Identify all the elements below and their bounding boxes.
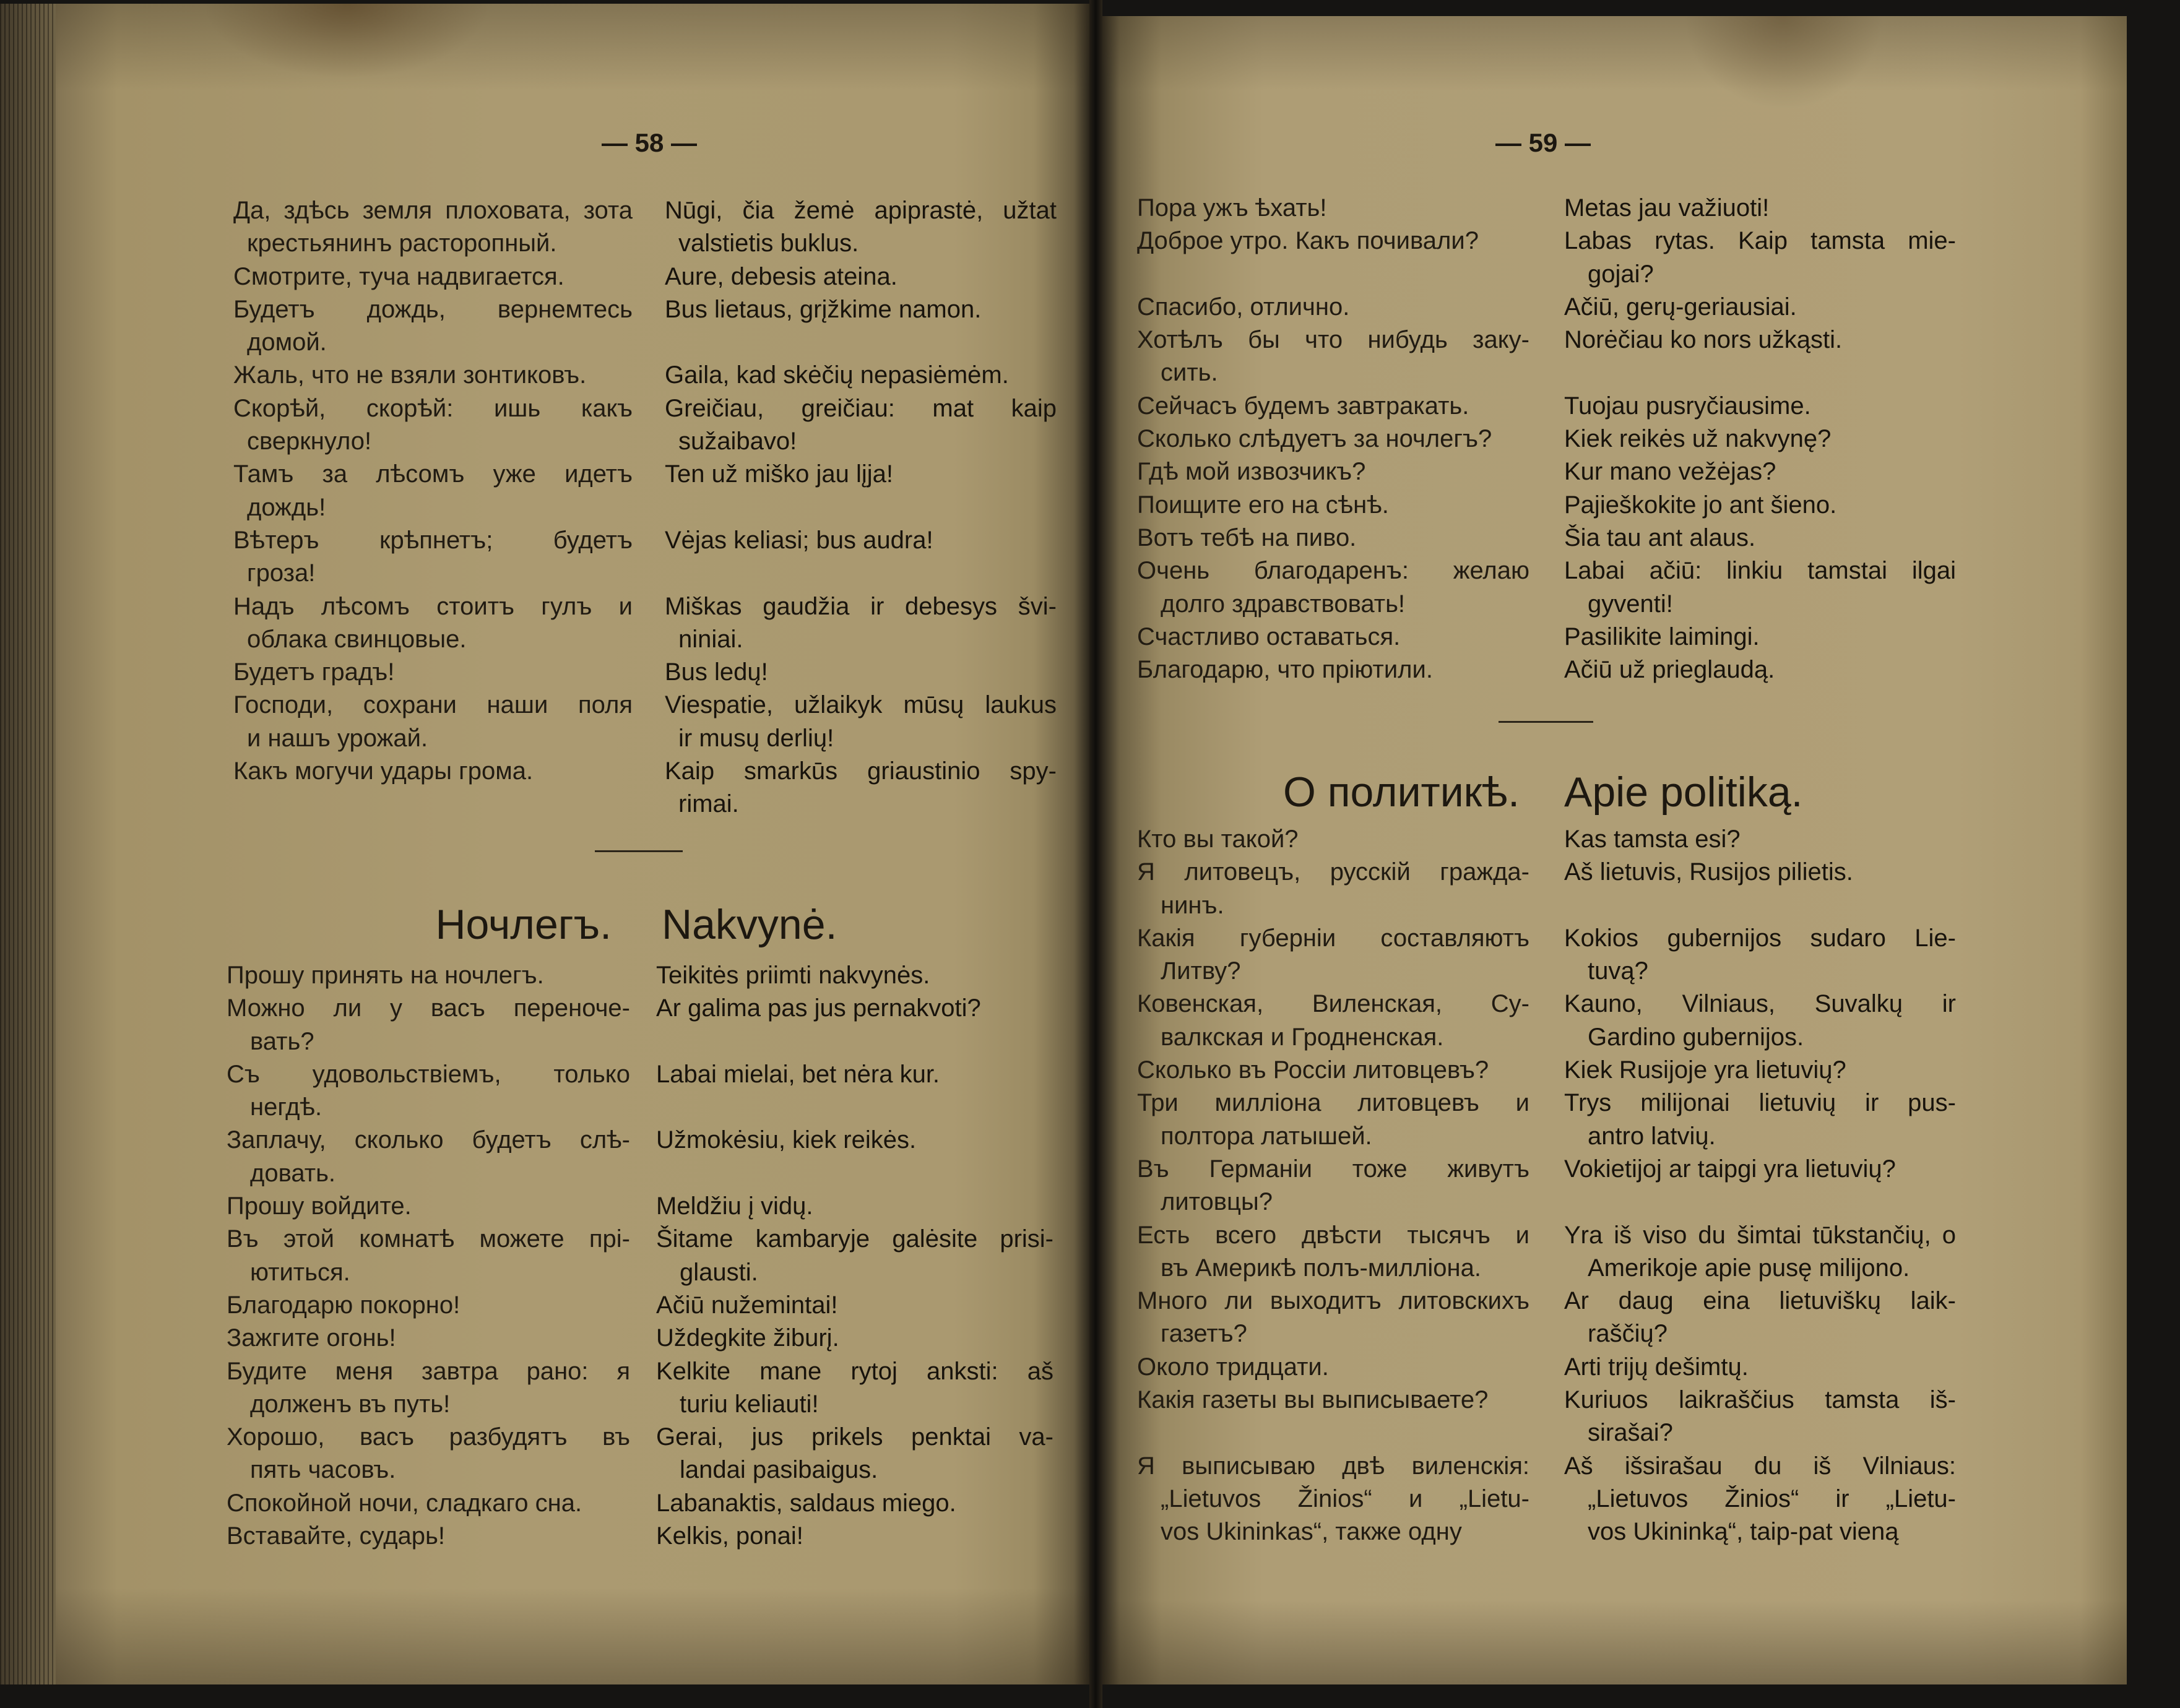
russian-phrase (233, 261, 633, 293)
phrase-line: Заплачу, сколько будетъ слѣ- (227, 1126, 630, 1154)
lithuanian-phrase (665, 392, 1057, 459)
russian-phrase (233, 194, 633, 261)
lithuanian-phrase (656, 1355, 1053, 1421)
phrase-line: Ar galima pas jus pernakvoti? (656, 994, 981, 1022)
phrase-line: Да, здѣсь земля плоховата, зота (233, 197, 633, 224)
phrase-line: landai pasibaigus. (680, 1456, 878, 1484)
lithuanian-phrase (1564, 1285, 1956, 1351)
phrase-line: ютиться. (250, 1258, 350, 1286)
russian-phrase (1137, 522, 1529, 554)
phrase-line: tuvą? (1588, 957, 1648, 985)
russian-phrase (233, 524, 633, 590)
section-divider (595, 850, 683, 852)
phrase-row (233, 755, 1057, 821)
phrase-row (227, 1223, 1053, 1289)
phrase-line: „Lietuvos Žinios“ ir „Lietu- (1588, 1485, 1956, 1512)
phrase-line: Я литовецъ, русскій гражда- (1137, 858, 1529, 886)
lithuanian-phrase (1564, 1351, 1956, 1384)
phrase-row (233, 656, 1057, 689)
phrase-row (233, 392, 1057, 459)
lithuanian-phrase (665, 458, 1057, 524)
section-heading-lithuanian: Apie politiką. (1564, 769, 1803, 816)
lithuanian-phrase (665, 656, 1057, 689)
phrase-line: Kuriuos laikraščius tamsta iš- (1564, 1386, 1956, 1414)
phrase-line: Поищите его на сѣнѣ. (1137, 491, 1389, 519)
phrase-line: газетъ? (1161, 1320, 1247, 1348)
phrase-line: vos Ukininką“, taip-pat vieną (1588, 1518, 1899, 1546)
phrase-line: Trys milijonai lietuvių ir pus- (1564, 1089, 1956, 1117)
phrase-line: Есть всего двѣсти тысячъ и (1137, 1221, 1529, 1249)
phrase-line: Спасибо, отлично. (1137, 293, 1350, 321)
phrase-line: sužaibavo! (678, 428, 797, 455)
phrase-line: Kauno, Vilniaus, Suvalkų ir (1564, 990, 1956, 1018)
phrase-line: Съ удовольствіемъ, только (227, 1060, 630, 1088)
phrase-line: Я выписываю двѣ виленскія: (1137, 1452, 1529, 1480)
russian-phrase (1137, 653, 1529, 686)
phrase-line: Надъ лѣсомъ стоитъ гулъ и (233, 592, 633, 620)
phrase-row (227, 1487, 1053, 1520)
phrase-line: Сейчасъ будемъ завтракать. (1137, 392, 1469, 420)
lithuanian-phrase (1564, 291, 1956, 324)
book-gutter (1089, 0, 1102, 1708)
russian-phrase (233, 458, 633, 524)
phrase-row (227, 1355, 1053, 1421)
russian-phrase (1137, 1351, 1529, 1384)
russian-phrase (233, 392, 633, 459)
phrase-row (227, 959, 1053, 992)
lithuanian-phrase (656, 1190, 1053, 1223)
phrase-row (1137, 1384, 1956, 1450)
lithuanian-phrase (656, 1421, 1053, 1487)
phrase-line: rimai. (678, 790, 739, 818)
phrase-line: Благодарю, что пріютили. (1137, 656, 1433, 684)
phrase-line: нинъ. (1161, 891, 1224, 919)
phrase-block (1137, 823, 1956, 1549)
phrase-line: sirašai? (1588, 1419, 1673, 1447)
phrase-line: литовцы? (1161, 1188, 1273, 1216)
phrase-line: turiu keliauti! (680, 1390, 819, 1418)
phrase-line: Amerikoje apie pusę milijono. (1588, 1254, 1910, 1282)
lithuanian-phrase (656, 1487, 1053, 1520)
lithuanian-phrase (665, 689, 1057, 755)
phrase-row (1137, 1054, 1956, 1087)
phrase-line: Вѣтеръ крѣпнетъ; будетъ (233, 526, 633, 554)
lithuanian-phrase (1564, 1450, 1956, 1549)
phrase-row (233, 194, 1057, 261)
left-page (0, 4, 1089, 1684)
phrase-line: raščių? (1588, 1320, 1667, 1348)
phrase-line: въ Америкѣ полъ-милліона. (1161, 1254, 1481, 1282)
phrase-line: Kelkite mane rytoj anksti: aš (656, 1357, 1053, 1385)
phrase-line: пять часовъ. (250, 1456, 396, 1484)
phrase-line: Metas jau važiuoti! (1564, 194, 1770, 222)
phrase-line: Будетъ дождь, вернемтесь (233, 295, 633, 323)
russian-phrase (1137, 423, 1529, 455)
lithuanian-phrase (1564, 621, 1956, 653)
phrase-line: сить. (1161, 359, 1218, 387)
phrase-row (1137, 922, 1956, 988)
phrase-row (227, 1124, 1053, 1190)
phrase-line: гроза! (247, 559, 316, 587)
russian-phrase (233, 293, 633, 360)
russian-phrase (1137, 554, 1529, 621)
section-divider (1499, 721, 1593, 723)
russian-phrase (227, 1520, 630, 1553)
phrase-row (233, 293, 1057, 360)
phrase-line: Gerai, jus prikels penktai va- (656, 1423, 1053, 1451)
page-number: — 59 — (1495, 128, 1591, 157)
lithuanian-phrase (656, 1124, 1053, 1190)
lithuanian-phrase (1564, 988, 1956, 1054)
section-heading-russian: О политикѣ. (1282, 769, 1520, 816)
phrase-row (227, 992, 1053, 1058)
phrase-line: Greičiau, greičiau: mat kaip (665, 394, 1057, 422)
phrase-line: vos Ukininkas“, также одну (1161, 1518, 1462, 1546)
phrase-line: Кто вы такой? (1137, 826, 1299, 853)
phrase-row (1137, 455, 1956, 488)
phrase-line: Прошу принять на ночлегъ. (227, 962, 544, 989)
russian-phrase (1137, 1153, 1529, 1219)
lithuanian-phrase (1564, 653, 1956, 686)
phrase-line: Будетъ градъ! (233, 658, 395, 686)
phrase-line: Три милліона литовцевъ и (1137, 1089, 1529, 1117)
phrase-line: Вставайте, сударь! (227, 1522, 445, 1550)
phrase-line: Хорошо, васъ разбудятъ въ (227, 1423, 630, 1451)
lithuanian-phrase (1564, 922, 1956, 988)
phrase-line: Bus lietaus, grįžkime namon. (665, 295, 982, 323)
phrase-line: негдѣ. (250, 1093, 322, 1121)
phrase-line: Будите меня завтра рано: я (227, 1357, 630, 1385)
russian-phrase (233, 590, 633, 657)
russian-phrase (1137, 291, 1529, 324)
lithuanian-phrase (665, 261, 1057, 293)
phrase-line: Очень благодаренъ: желаю (1137, 557, 1529, 585)
phrase-line: Kaip smarkūs griaustinio spy- (665, 757, 1057, 785)
phrase-line: довать. (250, 1159, 336, 1187)
lithuanian-phrase (1564, 554, 1956, 621)
phrase-line: Arti trijų dešimtų. (1564, 1353, 1749, 1381)
lithuanian-phrase (1564, 1384, 1956, 1450)
phrase-line: домой. (247, 329, 327, 356)
phrase-line: Скорѣй, скорѣй: ишь какъ (233, 394, 633, 422)
phrase-row (227, 1322, 1053, 1355)
russian-phrase (1137, 621, 1529, 653)
phrase-line: Labai ačiū: linkiu tamstai ilgai (1564, 557, 1956, 585)
russian-phrase (227, 1355, 630, 1421)
phrase-line: Какъ могучи удары грома. (233, 757, 534, 785)
phrase-row (227, 1058, 1053, 1124)
lithuanian-phrase (656, 1520, 1053, 1553)
phrase-line: gyventi! (1588, 590, 1673, 618)
lithuanian-phrase (1564, 522, 1956, 554)
russian-phrase (233, 359, 633, 392)
russian-phrase (1137, 390, 1529, 423)
phrase-line: Norėčiau ko nors užkąsti. (1564, 326, 1843, 354)
phrase-row (1137, 1351, 1956, 1384)
phrase-row (233, 458, 1057, 524)
russian-phrase (1137, 489, 1529, 522)
lithuanian-phrase (1564, 390, 1956, 423)
phrase-line: gojai? (1588, 260, 1654, 288)
phrase-row (1137, 1450, 1956, 1549)
phrase-line: сверкнуло! (247, 428, 372, 455)
phrase-line: Užmokėsiu, kiek reikės. (656, 1126, 917, 1154)
phrase-line: Kelkis, ponai! (656, 1522, 803, 1550)
russian-phrase (227, 1487, 630, 1520)
phrase-line: Пора ужъ ѣхать! (1137, 194, 1327, 222)
section-heading-lithuanian: Nakvynė. (662, 901, 837, 948)
russian-phrase (233, 656, 633, 689)
phrase-line: Yra iš viso du šimtai tūkstančių, o (1564, 1221, 1956, 1249)
phrase-row (1137, 192, 1956, 225)
phrase-line: Спокойной ночи, сладкаго сна. (227, 1489, 582, 1517)
russian-phrase (1137, 225, 1529, 291)
phrase-line: Ačiū už prieglaudą. (1564, 656, 1775, 684)
phrase-line: Ten už miško jau lįja! (665, 460, 894, 488)
lithuanian-phrase (1564, 192, 1956, 225)
russian-phrase (1137, 455, 1529, 488)
lithuanian-phrase (1564, 856, 1956, 922)
phrase-line: Ковенская, Виленская, Су- (1137, 990, 1529, 1018)
russian-phrase (1137, 1384, 1529, 1450)
page-edges (0, 4, 56, 1684)
russian-phrase (227, 1223, 630, 1289)
phrase-line: antro latvių. (1588, 1122, 1716, 1150)
russian-phrase (227, 1058, 630, 1124)
phrase-row (227, 1421, 1053, 1487)
phrase-line: Хотѣлъ бы что нибудь заку- (1137, 326, 1529, 354)
phrase-row (233, 689, 1057, 755)
phrase-line: вать? (250, 1027, 314, 1055)
phrase-line: полтора латышей. (1161, 1122, 1372, 1150)
phrase-row (1137, 1219, 1956, 1285)
phrase-line: Meldžiu į vidų. (656, 1193, 813, 1220)
phrase-line: Сколько въ Россіи литовцевъ? (1137, 1056, 1489, 1084)
phrase-line: Kokios gubernijos sudaro Lie- (1564, 924, 1956, 952)
phrase-line: Какія губерніи составляютъ (1137, 924, 1529, 952)
phrase-line: niniai. (678, 625, 743, 653)
phrase-line: ir musų derlių! (678, 724, 834, 752)
phrase-line: Šia tau ant alaus. (1564, 524, 1756, 551)
phrase-line: Ačiū nužemintai! (656, 1291, 838, 1319)
phrase-line: Литву? (1161, 957, 1241, 985)
phrase-row (233, 261, 1057, 293)
russian-phrase (1137, 1285, 1529, 1351)
lithuanian-phrase (656, 959, 1053, 992)
lithuanian-phrase (1564, 455, 1956, 488)
phrase-line: „Lietuvos Žinios“ и „Lietu- (1161, 1485, 1529, 1512)
phrase-row (233, 359, 1057, 392)
russian-phrase (233, 755, 633, 821)
phrase-line: Благодарю покорно! (227, 1291, 461, 1319)
phrase-row (1137, 1153, 1956, 1219)
phrase-line: Сколько слѣдуетъ за ночлегъ? (1137, 425, 1492, 453)
phrase-line: облака свинцовые. (247, 625, 467, 653)
phrase-row (1137, 423, 1956, 455)
phrase-line: Pasilikite laimingi. (1564, 623, 1760, 650)
phrase-row (1137, 823, 1956, 856)
phrase-row (1137, 489, 1956, 522)
phrase-line: Въ этой комнатѣ можете прі- (227, 1225, 630, 1253)
phrase-row (1137, 621, 1956, 653)
phrase-line: Kiek Rusijoje yra lietuvių? (1564, 1056, 1846, 1084)
russian-phrase (1137, 988, 1529, 1054)
russian-phrase (227, 1124, 630, 1190)
lithuanian-phrase (665, 590, 1057, 657)
phrase-line: Ar daug eina lietuviškų laik- (1564, 1287, 1956, 1315)
phrase-line: valstietis buklus. (678, 230, 859, 257)
phrase-line: Жаль, что не взяли зонтиковъ. (233, 361, 587, 389)
russian-phrase (1137, 1054, 1529, 1087)
lithuanian-phrase (1564, 423, 1956, 455)
phrase-line: Šitame kambaryje galėsite prisi- (656, 1225, 1053, 1253)
phrase-line: Вотъ тебѣ на пиво. (1137, 524, 1357, 551)
phrase-line: Господи, сохрани наши поля (233, 691, 633, 719)
russian-phrase (1137, 1450, 1529, 1549)
phrase-line: Тамъ за лѣсомъ уже идетъ (233, 460, 633, 488)
phrase-line: Vokietijoj ar taipgi yra lietuvių? (1564, 1155, 1896, 1183)
lithuanian-phrase (656, 1289, 1053, 1322)
phrase-line: Pajieškokite jo ant šieno. (1564, 491, 1837, 519)
phrase-row (1137, 856, 1956, 922)
phrase-line: Teikitės priimti nakvynės. (656, 962, 930, 989)
phrase-line: долго здравствовать! (1161, 590, 1406, 618)
lithuanian-phrase (665, 755, 1057, 821)
russian-phrase (1137, 922, 1529, 988)
lithuanian-phrase (1564, 225, 1956, 291)
phrase-line: Viespatie, užlaikyk mūsų laukus (665, 691, 1057, 719)
phrase-line: крестьянинъ расторопный. (247, 230, 557, 257)
phrase-line: Смотрите, туча надвигается. (233, 262, 564, 290)
phrase-line: Гдѣ мой извозчикъ? (1137, 458, 1366, 486)
phrase-line: Labas rytas. Kaip tamsta mie- (1564, 227, 1956, 255)
phrase-row (233, 524, 1057, 590)
phrase-line: Счастливо оставаться. (1137, 623, 1401, 650)
lithuanian-phrase (1564, 1219, 1956, 1285)
phrase-block (1137, 192, 1956, 686)
phrase-row (227, 1289, 1053, 1322)
phrase-line: Можно ли у васъ переноче- (227, 994, 630, 1022)
phrase-line: Gardino gubernijos. (1588, 1023, 1804, 1051)
lithuanian-phrase (665, 293, 1057, 360)
phrase-row (233, 590, 1057, 657)
phrase-block (233, 194, 1057, 821)
right-page (1102, 16, 2127, 1684)
russian-phrase (1137, 856, 1529, 922)
lithuanian-phrase (1564, 1153, 1956, 1219)
section-heading-russian: Ночлегъ. (435, 901, 612, 948)
phrase-row (1137, 291, 1956, 324)
phrase-row (227, 1520, 1053, 1553)
phrase-row (1137, 324, 1956, 390)
phrase-line: Miškas gaudžia ir debesys švi- (665, 592, 1057, 620)
lithuanian-phrase (656, 1058, 1053, 1124)
phrase-row (227, 1190, 1053, 1223)
phrase-row (1137, 988, 1956, 1054)
phrase-line: Въ Германіи тоже живутъ (1137, 1155, 1529, 1183)
russian-phrase (227, 1322, 630, 1355)
phrase-line: дождь! (247, 493, 326, 521)
lithuanian-phrase (656, 1223, 1053, 1289)
phrase-row (1137, 554, 1956, 621)
phrase-line: Kur mano vežėjas? (1564, 458, 1776, 486)
russian-phrase (227, 1289, 630, 1322)
phrase-line: Tuojau pusryčiausime. (1564, 392, 1811, 420)
phrase-line: Gaila, kad skėčių nepasiėmėm. (665, 361, 1009, 389)
russian-phrase (227, 959, 630, 992)
phrase-row (1137, 653, 1956, 686)
russian-phrase (233, 689, 633, 755)
phrase-line: Aure, debesis ateina. (665, 262, 898, 290)
phrase-line: Uždegkite žiburį. (656, 1324, 839, 1352)
phrase-line: glausti. (680, 1258, 758, 1286)
lithuanian-phrase (1564, 823, 1956, 856)
lithuanian-phrase (665, 359, 1057, 392)
phrase-line: Kas tamsta esi? (1564, 826, 1741, 853)
phrase-line: долженъ въ путь! (250, 1390, 451, 1418)
russian-phrase (1137, 1219, 1529, 1285)
phrase-line: валкская и Гродненская. (1161, 1023, 1444, 1051)
phrase-line: Много ли выходитъ литовскихъ (1137, 1287, 1529, 1315)
phrase-line: Зажгите огонь! (227, 1324, 396, 1352)
phrase-line: и нашъ урожай. (247, 724, 428, 752)
phrase-line: Около тридцати. (1137, 1353, 1329, 1381)
lithuanian-phrase (1564, 1087, 1956, 1153)
russian-phrase (1137, 1087, 1529, 1153)
phrase-block (227, 959, 1053, 1553)
russian-phrase (227, 1421, 630, 1487)
lithuanian-phrase (656, 1322, 1053, 1355)
phrase-row (1137, 522, 1956, 554)
lithuanian-phrase (1564, 324, 1956, 390)
lithuanian-phrase (1564, 489, 1956, 522)
russian-phrase (1137, 324, 1529, 390)
phrase-line: Aš išsirašau du iš Vilniaus: (1564, 1452, 1956, 1480)
phrase-line: Прошу войдите. (227, 1193, 412, 1220)
phrase-row (1137, 225, 1956, 291)
russian-phrase (1137, 823, 1529, 856)
phrase-line: Ačiū, gerų-geriausiai. (1564, 293, 1797, 321)
phrase-line: Vėjas keliasi; bus audra! (665, 526, 933, 554)
phrase-line: Kiek reikės už nakvynę? (1564, 425, 1832, 453)
phrase-row (1137, 1087, 1956, 1153)
lithuanian-phrase (656, 992, 1053, 1058)
lithuanian-phrase (1564, 1054, 1956, 1087)
lithuanian-phrase (665, 194, 1057, 261)
phrase-line: Bus ledų! (665, 658, 768, 686)
phrase-line: Какія газеты вы выписываете? (1137, 1386, 1489, 1414)
page-number: — 58 — (601, 128, 698, 157)
russian-phrase (227, 1190, 630, 1223)
phrase-row (1137, 1285, 1956, 1351)
phrase-line: Labai mielai, bet nėra kur. (656, 1060, 940, 1088)
phrase-row (1137, 390, 1956, 423)
russian-phrase (227, 992, 630, 1058)
lithuanian-phrase (665, 524, 1057, 590)
phrase-line: Доброе утро. Какъ почивали? (1137, 227, 1479, 255)
phrase-line: Nūgi, čia žemė apiprastė, užtat (665, 197, 1057, 224)
phrase-line: Labanaktis, saldaus miego. (656, 1489, 956, 1517)
russian-phrase (1137, 192, 1529, 225)
phrase-line: Aš lietuvis, Rusijos pilietis. (1564, 858, 1853, 886)
